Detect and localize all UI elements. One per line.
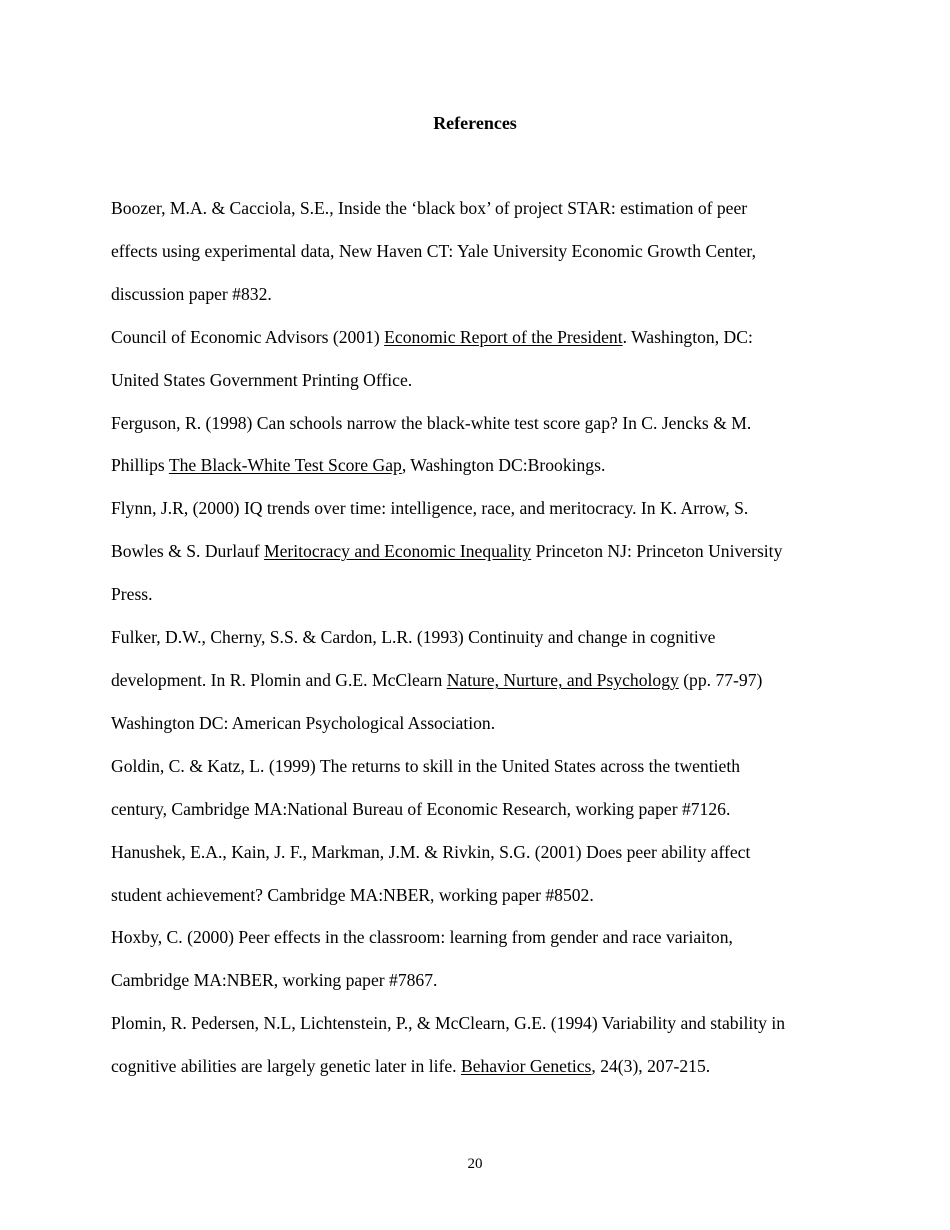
reference-entry [111, 402, 841, 488]
reference-text: Fulker, D.W., Cherny, S.S. & Cardon, L.R. (1993) Continuity and change in cognitive [111, 627, 716, 648]
reference-line [111, 487, 841, 530]
reference-entry [111, 916, 841, 1002]
reference-text: Hanushek, E.A., Kain, J. F., Markman, J.M. & Rivkin, S.G. (2001) Does peer ability affect [111, 841, 751, 862]
reference-text: Council of Economic Advisors (2001) [111, 326, 385, 347]
reference-source-title: Behavior Genetics [460, 1056, 592, 1077]
reference-line [111, 530, 841, 573]
reference-source-title: Economic Report of the President [384, 326, 623, 347]
reference-entry [111, 1002, 841, 1088]
reference-line [111, 444, 841, 487]
reference-text: . Washington, DC: [622, 326, 753, 347]
reference-text: Flynn, J.R, (2000) IQ trends over time: intelligence, race, and meritocracy. In K. Arrow, S. [111, 498, 749, 519]
reference-line [111, 1002, 841, 1045]
reference-text: United States Government Printing Office. [111, 369, 413, 390]
reference-text: Washington DC: American Psychological Association. [111, 712, 496, 733]
reference-list [111, 187, 841, 1088]
reference-line [111, 273, 841, 316]
reference-line [111, 316, 841, 359]
reference-line [111, 959, 841, 1002]
reference-entry [111, 745, 841, 831]
reference-text: cognitive abilities are largely genetic later in life. [111, 1056, 461, 1077]
reference-text: Cambridge MA:NBER, working paper #7867. [111, 970, 438, 991]
reference-text: Bowles & S. Durlauf [111, 541, 264, 562]
reference-text: Press. [111, 584, 153, 605]
reference-line [111, 788, 841, 831]
reference-text: Hoxby, C. (2000) Peer effects in the classroom: learning from gender and race variaiton, [111, 927, 733, 948]
reference-entry [111, 187, 841, 316]
reference-source-title: Nature, Nurture, and Psychology [446, 669, 679, 690]
reference-line [111, 831, 841, 874]
reference-text: Plomin, R. Pedersen, N.L, Lichtenstein, P., & McClearn, G.E. (1994) Variability and stability in [111, 1013, 786, 1034]
reference-text: development. In R. Plomin and G.E. McClearn [111, 669, 447, 690]
reference-text: century, Cambridge MA:National Bureau of Economic Research, working paper #7126. [111, 798, 731, 819]
reference-text: Boozer, M.A. & Cacciola, S.E., Inside the ‘black box’ of project STAR: estimation of peer [111, 198, 748, 218]
reference-line [111, 702, 841, 745]
reference-line [111, 359, 841, 402]
reference-line [111, 874, 841, 917]
reference-text: student achievement? Cambridge MA:NBER, working paper #8502. [111, 884, 594, 905]
reference-entry [111, 487, 841, 616]
reference-line [111, 745, 841, 788]
reference-text: discussion paper #832. [111, 283, 272, 304]
reference-line [111, 187, 841, 230]
reference-source-title: The Black-White Test Score Gap [168, 455, 402, 476]
reference-entry [111, 316, 841, 402]
reference-text: effects using experimental data, New Haven CT: Yale University Economic Growth Center, [111, 240, 756, 261]
reference-entry [111, 831, 841, 917]
reference-text: (pp. 77-97) [678, 669, 763, 690]
reference-line [111, 659, 841, 702]
reference-text: Goldin, C. & Katz, L. (1999) The returns to skill in the United States across the twentieth [111, 755, 741, 776]
reference-line [111, 1045, 841, 1088]
reference-text: , Washington DC:Brookings. [401, 455, 606, 476]
reference-text: Princeton NJ: Princeton University [531, 541, 783, 562]
reference-line [111, 230, 841, 273]
reference-line [111, 616, 841, 659]
reference-line [111, 573, 841, 616]
reference-line [111, 916, 841, 959]
reference-source-title: Meritocracy and Economic Inequality [263, 541, 532, 562]
reference-text: Phillips [111, 455, 169, 476]
reference-entry [111, 616, 841, 745]
page-title: References [433, 113, 517, 133]
reference-line [111, 402, 841, 445]
page-number: 20 [467, 1156, 483, 1172]
reference-text: Ferguson, R. (1998) Can schools narrow the black-white test score gap? In C. Jencks & M. [111, 412, 752, 433]
reference-text: , 24(3), 207-215. [591, 1056, 711, 1077]
